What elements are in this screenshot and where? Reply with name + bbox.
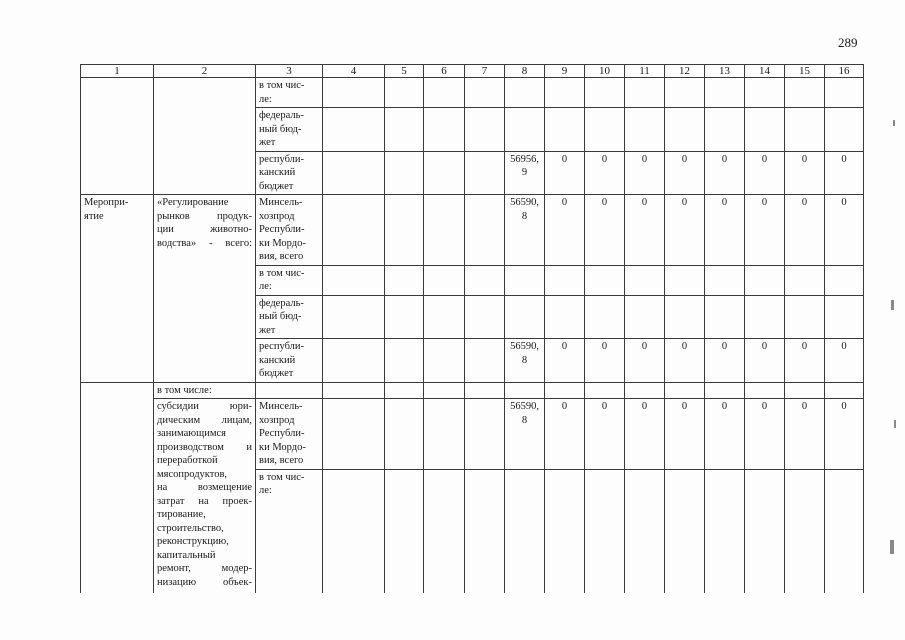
cell-value: 0 — [745, 195, 785, 266]
header-cell: 9 — [545, 65, 585, 78]
cell-value: 0 — [705, 339, 745, 383]
header-cell: 12 — [665, 65, 705, 78]
header-cell: 11 — [625, 65, 665, 78]
cell-col1 — [81, 78, 154, 195]
cell-funding-source: Минсель- хозпрод Республи- ки Мордо- вия, всего — [256, 399, 323, 470]
cell-value: 0 — [745, 339, 785, 383]
cell-value: 0 — [625, 339, 665, 383]
cell-value: 0 — [745, 399, 785, 470]
cell-value: 0 — [705, 399, 745, 470]
header-cell: 14 — [745, 65, 785, 78]
header-cell: 5 — [385, 65, 424, 78]
cell-value: 0 — [545, 339, 585, 383]
cell-value: 0 — [705, 195, 745, 266]
cell-subsidy-description: субсидии юри- дическим лицам, занимающимся производством и переработкой мясопродуктов, на возмещение затрат на проек- тирование, строительство, реконструкцию, капитальный ремонт, модер- низацию объек- — [154, 399, 256, 594]
cell-value: 0 — [825, 399, 864, 470]
budget-table — [80, 64, 864, 593]
cell-value: 0 — [665, 151, 705, 195]
cell-value: 0 — [825, 339, 864, 383]
cell-activity-name: «Регулирование рынков продук- ции животно- водства» - всего: — [154, 195, 256, 383]
scan-artifact — [890, 540, 894, 554]
cell-value: 0 — [545, 399, 585, 470]
table-row — [81, 195, 864, 266]
cell-amount: 56590, 8 — [505, 195, 545, 266]
cell-funding-source: Минсель- хозпрод Республи- ки Мордо- вия, всего — [256, 195, 323, 266]
cell-value: 0 — [625, 151, 665, 195]
cell-value: 0 — [665, 399, 705, 470]
cell-value: 0 — [785, 339, 825, 383]
scan-artifact — [894, 420, 896, 428]
table-row — [81, 399, 864, 470]
cell-value: 0 — [625, 399, 665, 470]
cell-value: 0 — [665, 339, 705, 383]
cell-value: 0 — [825, 195, 864, 266]
scan-artifact — [893, 120, 895, 126]
cell-value: 0 — [745, 151, 785, 195]
header-cell: 6 — [424, 65, 465, 78]
cell-value: 0 — [545, 151, 585, 195]
header-cell: 16 — [825, 65, 864, 78]
cell-subheading: в том числе: — [154, 382, 256, 399]
cell-value: 0 — [585, 339, 625, 383]
header-cell: 1 — [81, 65, 154, 78]
cell-value: 0 — [705, 151, 745, 195]
cell-funding-source: в том чис- ле: — [256, 78, 323, 108]
page-number: 289 — [838, 35, 858, 50]
table-row — [81, 78, 864, 108]
cell-value: 0 — [585, 151, 625, 195]
header-row — [81, 65, 864, 78]
cell-value: 0 — [785, 195, 825, 266]
cell-value: 0 — [825, 151, 864, 195]
header-cell: 4 — [323, 65, 385, 78]
cell-value: 0 — [785, 399, 825, 470]
header-cell: 2 — [154, 65, 256, 78]
header-cell: 13 — [705, 65, 745, 78]
cell-funding-source: федераль- ный бюд- жет — [256, 295, 323, 339]
cell-value: 0 — [785, 151, 825, 195]
cell-col1 — [81, 382, 154, 593]
header-cell: 15 — [785, 65, 825, 78]
header-cell: 3 — [256, 65, 323, 78]
cell-value: 0 — [625, 195, 665, 266]
cell-value: 0 — [545, 195, 585, 266]
cell-funding-source: республи- канский бюджет — [256, 339, 323, 383]
cell-activity-type: Меропри- ятие — [81, 195, 154, 383]
cell-value: 0 — [585, 399, 625, 470]
cell-funding-source: федераль- ный бюд- жет — [256, 108, 323, 152]
cell-value: 0 — [665, 195, 705, 266]
cell-col2 — [154, 78, 256, 195]
cell-amount: 56590, 8 — [505, 399, 545, 470]
table-row — [81, 382, 864, 399]
cell-value: 0 — [585, 195, 625, 266]
cell-amount: 56590, 8 — [505, 339, 545, 383]
cell-funding-source: в том чис- ле: — [256, 265, 323, 295]
scan-artifact — [891, 300, 894, 310]
header-cell: 10 — [585, 65, 625, 78]
header-cell: 8 — [505, 65, 545, 78]
header-cell: 7 — [465, 65, 505, 78]
cell-funding-source: республи- канский бюджет — [256, 151, 323, 195]
cell-amount: 56956, 9 — [505, 151, 545, 195]
cell-funding-source: в том чис- ле: — [256, 469, 323, 593]
